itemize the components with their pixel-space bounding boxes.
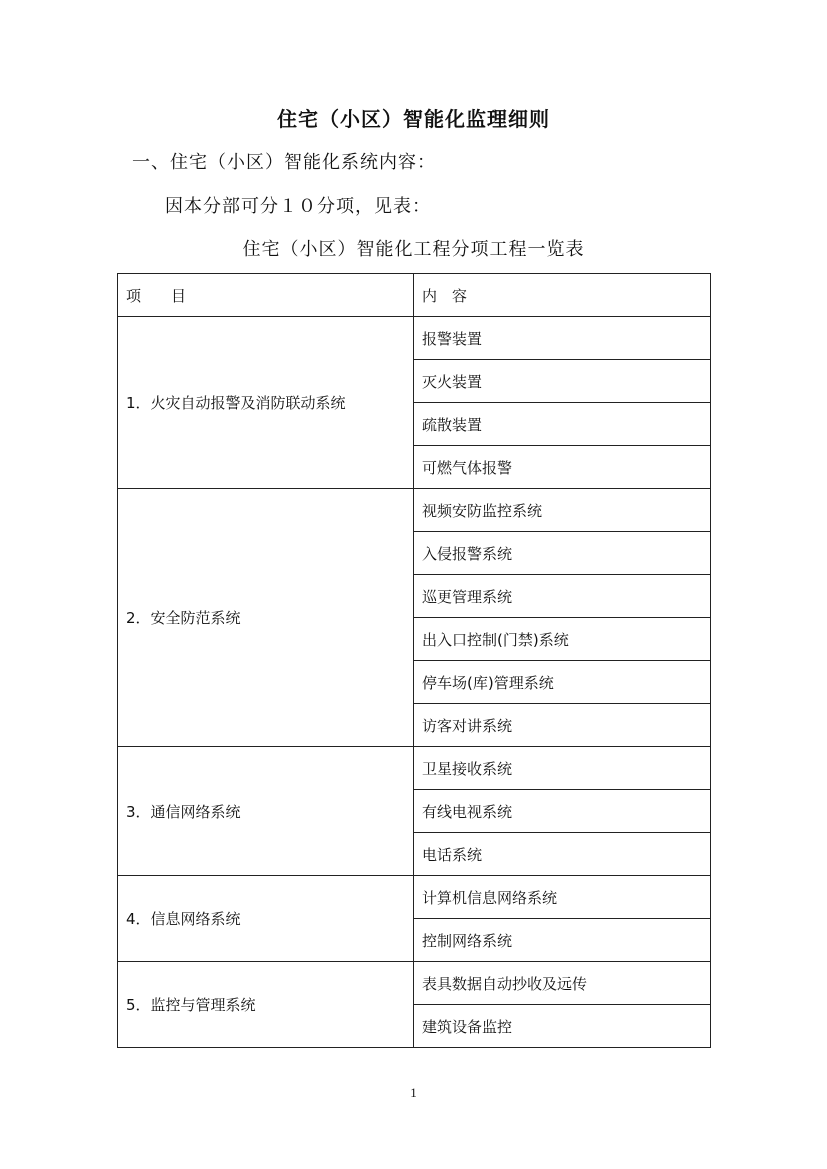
content-cell: 出入口控制(门禁)系统 [414,618,711,661]
item-cell: 4．信息网络系统 [118,876,414,962]
content-cell: 卫星接收系统 [414,747,711,790]
table-caption: 住宅（小区）智能化工程分项工程一览表 [242,239,585,260]
content-cell: 停车场(库)管理系统 [414,661,711,704]
table-body [118,317,711,1048]
page-title: 住宅（小区）智能化监理细则 [277,107,550,131]
intro-paragraph: 因本分部可分１０分项，见表： [165,196,431,217]
item-cell: 3．通信网络系统 [118,747,414,876]
item-cell: 1．火灾自动报警及消防联动系统 [118,317,414,489]
content-cell: 计算机信息网络系统 [414,876,711,919]
content-cell: 巡更管理系统 [414,575,711,618]
section-heading: 一、住宅（小区）智能化系统内容： [132,152,436,173]
content-cell: 疏散装置 [414,403,711,446]
table-row [118,962,711,1005]
header-content: 内 容 [414,274,711,317]
table-row [118,747,711,790]
content-cell: 电话系统 [414,833,711,876]
table-row [118,317,711,360]
content-cell: 控制网络系统 [414,919,711,962]
content-cell: 可燃气体报警 [414,446,711,489]
table-row [118,489,711,532]
content-cell: 建筑设备监控 [414,1005,711,1048]
content-cell: 报警装置 [414,317,711,360]
content-cell: 有线电视系统 [414,790,711,833]
table-row [118,876,711,919]
page-number: 1 [410,1085,417,1100]
item-cell: 2．安全防范系统 [118,489,414,747]
content-cell: 视频安防监控系统 [414,489,711,532]
content-cell: 访客对讲系统 [414,704,711,747]
table-header-row [118,274,711,317]
header-item: 项 目 [118,274,414,317]
item-cell: 5．监控与管理系统 [118,962,414,1048]
content-cell: 表具数据自动抄收及远传 [414,962,711,1005]
content-cell: 入侵报警系统 [414,532,711,575]
subitem-overview-table [117,273,711,1048]
content-cell: 灭火装置 [414,360,711,403]
